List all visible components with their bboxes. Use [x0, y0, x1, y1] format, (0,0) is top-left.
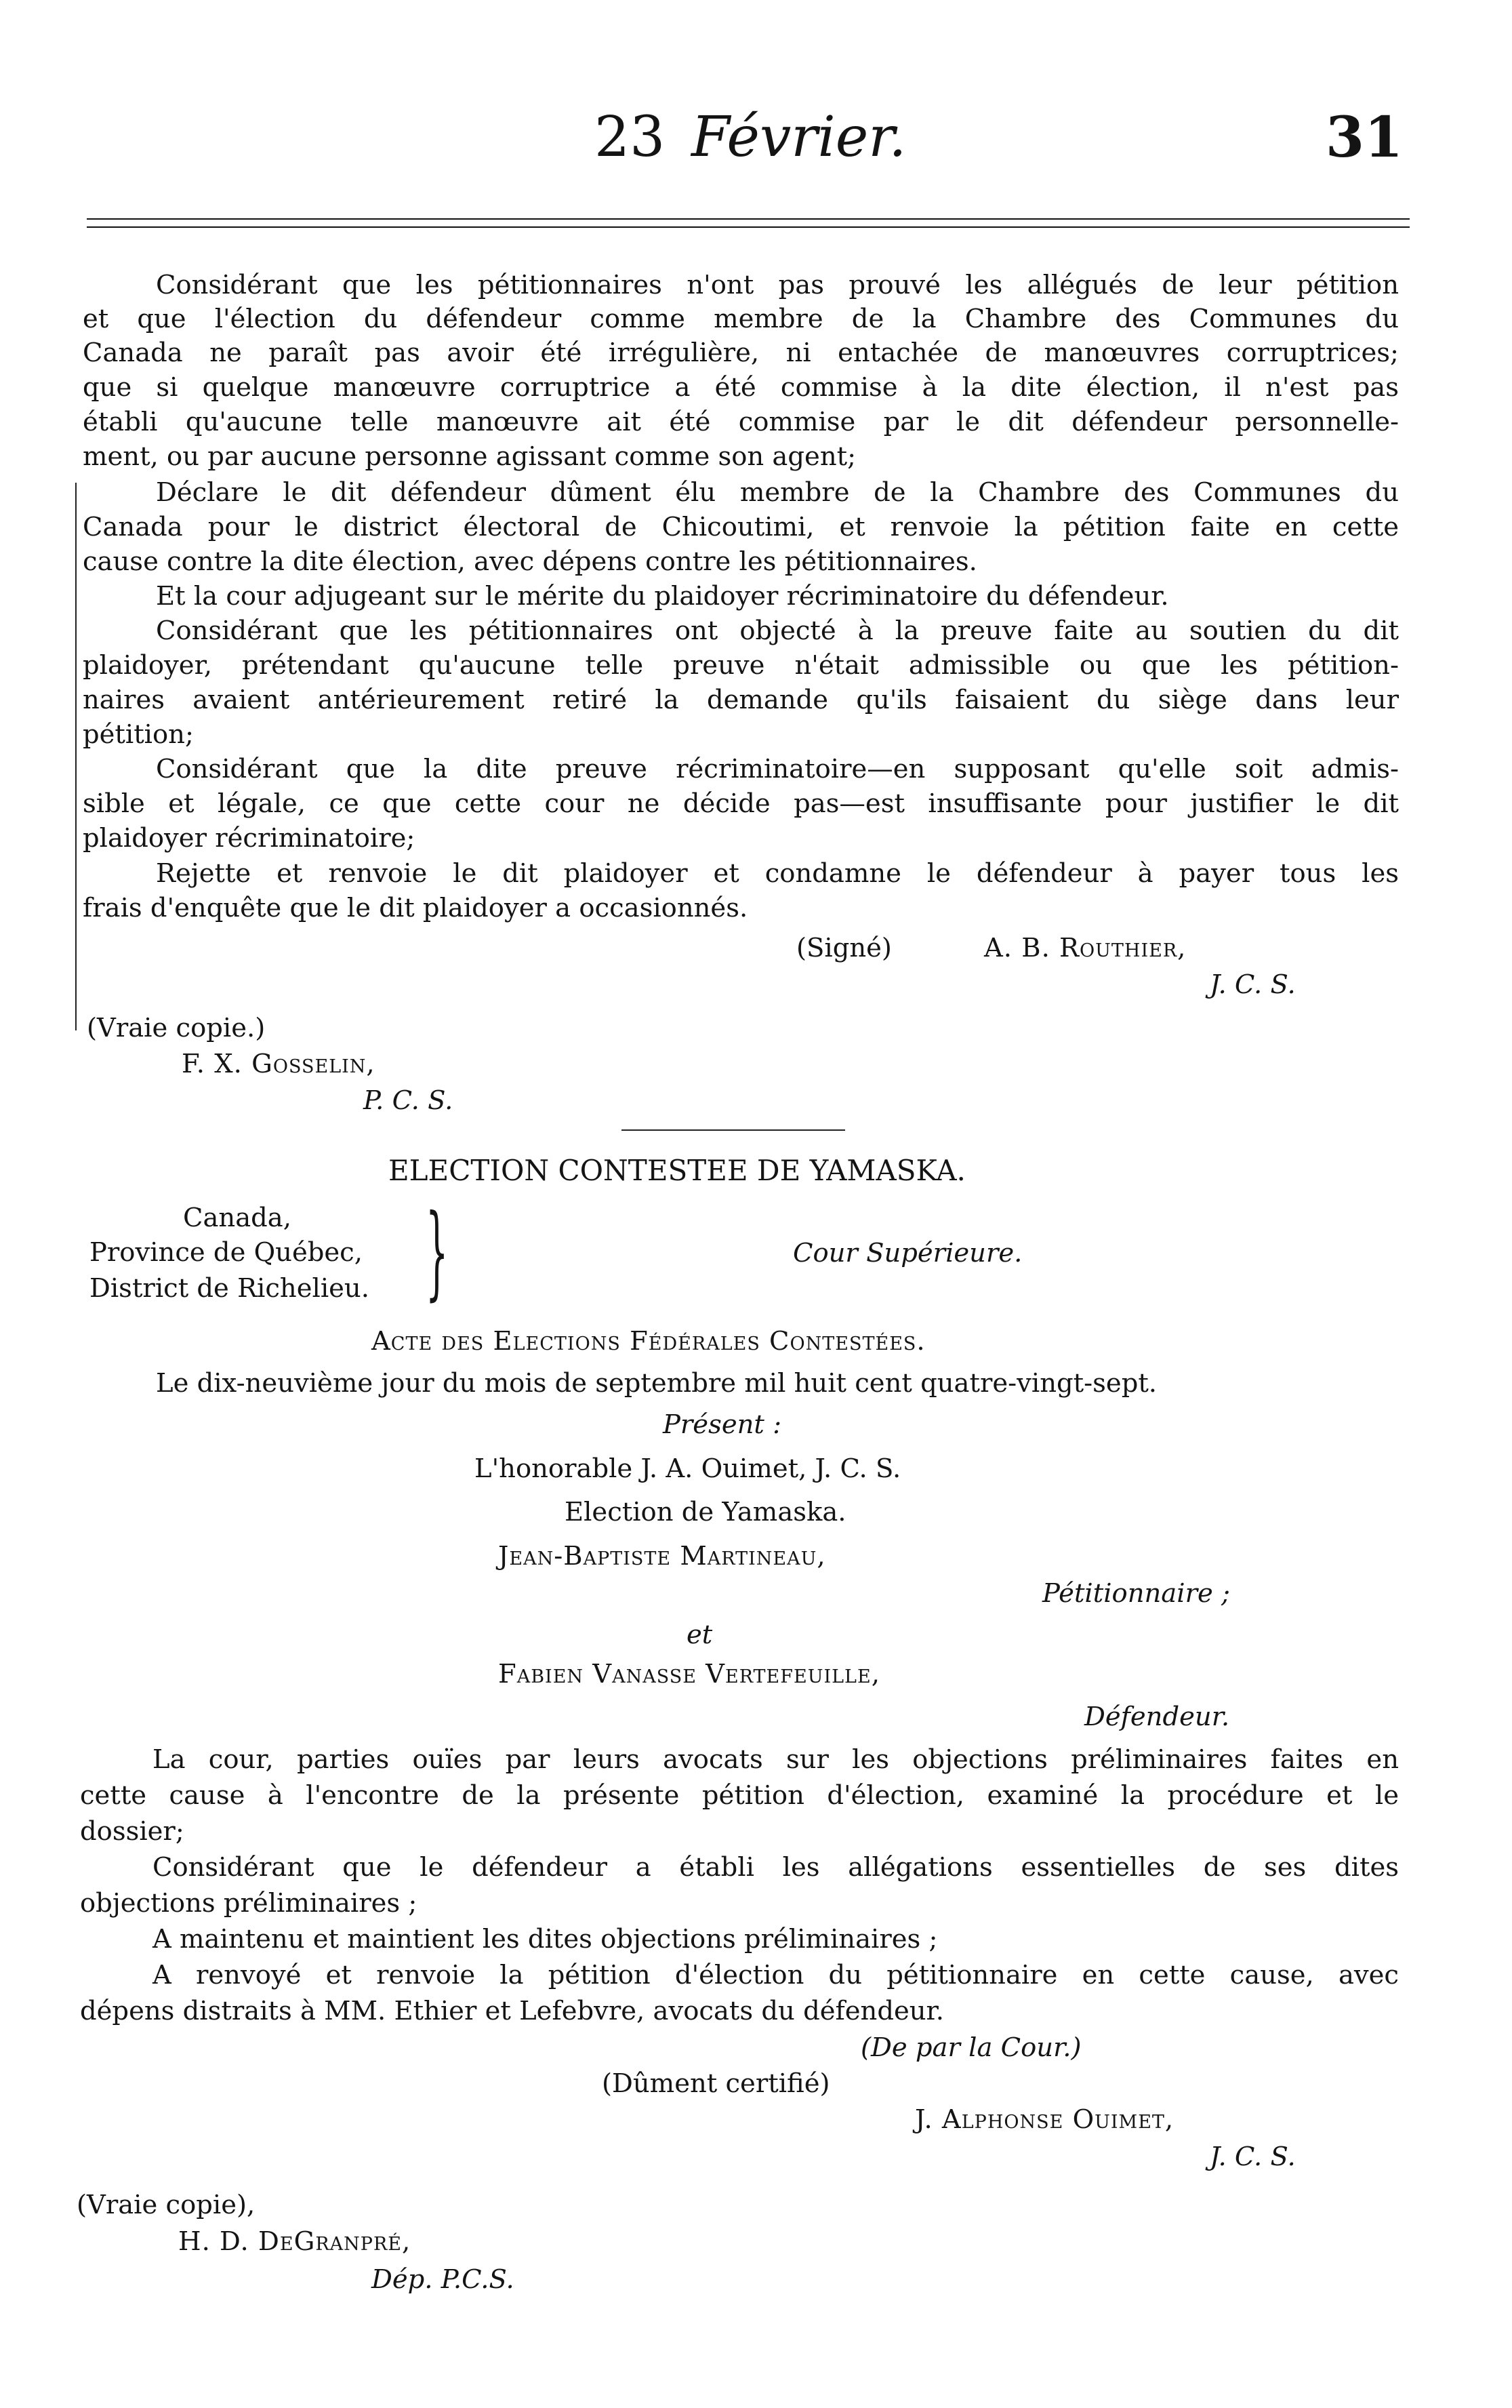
text-line: ment, ou par aucune personne agissant comme son agent;	[83, 441, 857, 472]
text-line: Considérant que la dite preuve récriminatoire—en supposant qu'elle soit admis-	[156, 754, 1399, 784]
section-title: ELECTION CONTESTEE DE YAMASKA.	[388, 1154, 966, 1187]
text-line: Canada ne paraît pas avoir été irrégulière, ni entachée de manœuvres corruptrices;	[83, 338, 1399, 368]
judge-line: L'honorable J. A. Ouimet, J. C. S.	[474, 1453, 901, 1484]
act-title: Acte des Elections Fédérales Contestées.	[371, 1326, 926, 1357]
text-line: cette cause à l'encontre de la présente pétition d'élection, examiné la procédure et le	[80, 1780, 1399, 1811]
text-line: Et la cour adjugeant sur le mérite du plaidoyer récriminatoire du défendeur.	[156, 581, 1169, 611]
clerk-title: Dép. P.C.S.	[371, 2264, 514, 2295]
text-line: sible et légale, ce que cette cour ne décide pas—est insuffisante pour justifier le dit	[83, 788, 1399, 819]
petitioner-name: Jean-Baptiste Martineau,	[498, 1541, 826, 1571]
text-line: naires avaient antérieurement retiré la demande qu'ils faisaient du siège dans leur	[83, 685, 1399, 715]
clerk-title: P. C. S.	[363, 1085, 453, 1116]
text-line: que si quelque manœuvre corruptrice a été commise à la dite élection, il n'est pas	[83, 372, 1399, 403]
signer-name: A. B. Routhier,	[984, 933, 1187, 963]
certified-label: (Dûment certifié)	[602, 2068, 830, 2099]
et-label: et	[687, 1620, 713, 1650]
section-divider	[621, 1129, 845, 1131]
margin-line	[75, 483, 77, 1030]
text-line: Rejette et renvoie le dit plaidoyer et condamne le défendeur à payer tous les	[156, 858, 1399, 889]
text-line: cause contre la dite élection, avec dépens contre les pétitionnaires.	[83, 546, 977, 577]
signer-title: J. C. S.	[1210, 2142, 1296, 2172]
header-day: 23	[594, 105, 666, 169]
defendant-name: Fabien Vanasse Vertefeuille,	[498, 1659, 880, 1689]
text-line: et que l'élection du défendeur comme membre de la Chambre des Communes du	[83, 304, 1399, 334]
court-name: Cour Supérieure.	[793, 1238, 1023, 1268]
text-line: Considérant que le défendeur a établi les allégations essentielles de ses dites	[152, 1852, 1399, 1883]
text-line: établi qu'aucune telle manœuvre ait été commise par le dit défendeur personnelle-	[83, 407, 1399, 437]
text-line: dossier;	[80, 1816, 184, 1847]
page-number: 31	[1326, 105, 1404, 170]
signed-label: (Signé)	[796, 933, 892, 963]
date-line: Le dix-neuvième jour du mois de septembre mil huit cent quatre-vingt-sept.	[156, 1368, 1158, 1399]
text-line: Considérant que les pétitionnaires n'ont pas prouvé les allégués de leur pétition	[156, 270, 1399, 300]
text-line: Canada pour le district électoral de Chicoutimi, et renvoie la pétition faite en cette	[83, 512, 1399, 542]
text-line: pétition;	[83, 719, 194, 750]
text-line: plaidoyer, prétendant qu'aucune telle preuve n'était admissible ou que les pétition-	[83, 650, 1399, 681]
election-line: Election de Yamaska.	[565, 1497, 846, 1527]
signer-title: J. C. S.	[1210, 969, 1296, 1000]
header-rule-top	[87, 218, 1410, 220]
text-line: objections préliminaires ;	[80, 1888, 417, 1919]
copy-label: (Vraie copie),	[77, 2190, 256, 2220]
text-line: A renvoyé et renvoie la pétition d'élection du pétitionnaire en cette cause, avec	[152, 1960, 1399, 1990]
header-month: Février.	[691, 105, 907, 169]
by-court: (De par la Cour.)	[861, 2032, 1082, 2063]
copy-label: (Vraie copie.)	[87, 1013, 266, 1043]
petitioner-role: Pétitionnaire ;	[1042, 1578, 1230, 1609]
defendant-role: Défendeur.	[1084, 1702, 1230, 1732]
brace-glyph: }	[426, 1193, 449, 1311]
header-rule-bottom	[87, 226, 1410, 228]
text-line: La cour, parties ouïes par leurs avocats sur les objections préliminaires faites en	[152, 1744, 1399, 1775]
text-line: Déclare le dit défendeur dûment élu membre de la Chambre des Communes du	[156, 477, 1399, 508]
venue-line: District de Richelieu.	[89, 1273, 369, 1304]
text-line: A maintenu et maintient les dites objections préliminaires ;	[152, 1924, 938, 1954]
venue-line: Province de Québec,	[89, 1237, 363, 1268]
signer-name: J. Alphonse Ouimet,	[915, 2104, 1174, 2135]
text-line: frais d'enquête que le dit plaidoyer a occasionnés.	[83, 893, 748, 923]
text-line: dépens distraits à MM. Ethier et Lefebvre, avocats du défendeur.	[80, 1996, 944, 2026]
clerk-name: F. X. Gosselin,	[182, 1049, 375, 1079]
present-label: Présent :	[663, 1409, 782, 1440]
venue-line: Canada,	[183, 1203, 291, 1233]
clerk-name: H. D. DeGranpré,	[178, 2226, 411, 2257]
text-line: plaidoyer récriminatoire;	[83, 823, 415, 854]
text-line: Considérant que les pétitionnaires ont objecté à la preuve faite au soutien du dit	[156, 616, 1399, 646]
